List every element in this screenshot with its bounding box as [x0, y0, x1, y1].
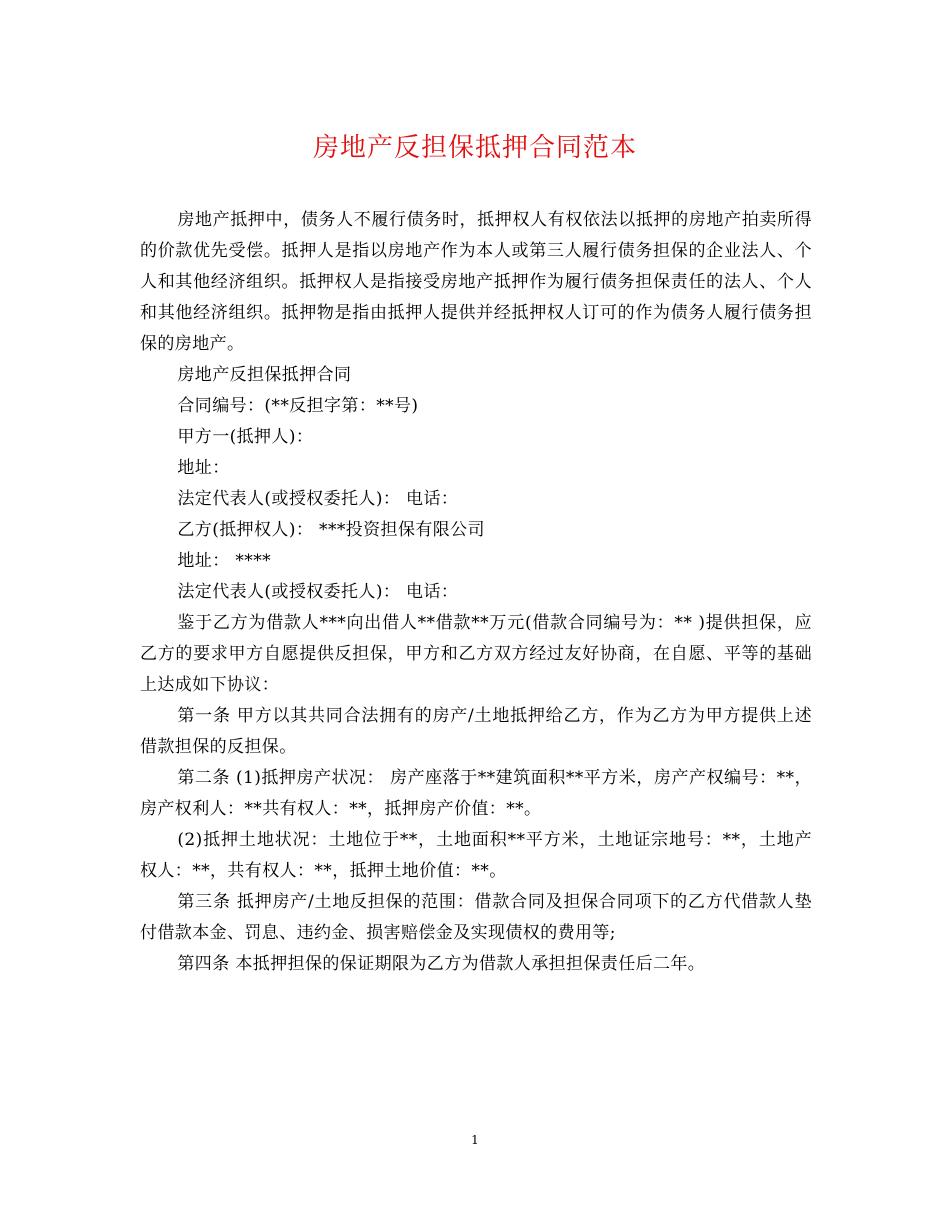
document-title: 房地产反担保抵押合同范本 [312, 133, 637, 163]
article-3: 第三条 抵押房产/土地反担保的范围：借款合同及担保合同项下的乙方代借款人垫付借款本金、罚息、违约金、损害赔偿金及实现债权的费用等; [140, 892, 812, 943]
article-4: 第四条 本抵押担保的保证期限为乙方为借款人承担担保责任后二年。 [177, 954, 706, 974]
intro-paragraph: 房地产抵押中，债务人不履行债务时，抵押权人有权依法以抵押的房地产拍卖所得的价款优先受偿。抵押人是指以房地产作为本人或第三人履行债务担保的企业法人、个人和其他经济组织。抵押权人是指接受房地产抵押作为履行债务担保责任的法人、个人和其他经济组织。抵押物是指由抵押人提供并经抵押权人订可的作为债务人履行债务担保的房地产。 [140, 210, 812, 354]
article-2-land: (2)抵押土地状况：土地位于**，土地面积**平方米，土地证宗地号：**，土地产权人：**，共有权人：**，抵押土地价值：**。 [140, 830, 812, 881]
party-b-address: 地址： **** [177, 551, 271, 571]
document-body [140, 205, 812, 980]
contract-heading: 房地产反担保抵押合同 [177, 365, 352, 385]
article-1: 第一条 甲方以其共同合法拥有的房产/土地抵押给乙方，作为乙方为甲方提供上述借款担保的反担保。 [140, 706, 812, 757]
party-a-label: 甲方一(抵押人)： [177, 427, 314, 447]
party-a-representative: 法定代表人(或授权委托人)： 电话： [177, 489, 459, 509]
party-b-representative: 法定代表人(或授权委托人)： 电话： [177, 582, 459, 602]
contract-number: 合同编号：(**反担字第：**号) [177, 396, 419, 416]
party-a-address: 地址： [177, 458, 230, 478]
page-number: 1 [471, 1133, 479, 1147]
article-2-house: 第二条 (1)抵押房产状况： 房产座落于**建筑面积**平方米，房产产权编号：**，房产权利人：**共有权人：**，抵押房产价值：**。 [140, 768, 812, 819]
recital-paragraph: 鉴于乙方为借款人***向出借人**借款**万元(借款合同编号为：** )提供担保，应乙方的要求甲方自愿提供反担保，甲方和乙方双方经过友好协商，在自愿、平等的基础上达成如下协议： [140, 613, 812, 695]
party-b-label: 乙方(抵押权人)： ***投资担保有限公司 [177, 520, 485, 540]
